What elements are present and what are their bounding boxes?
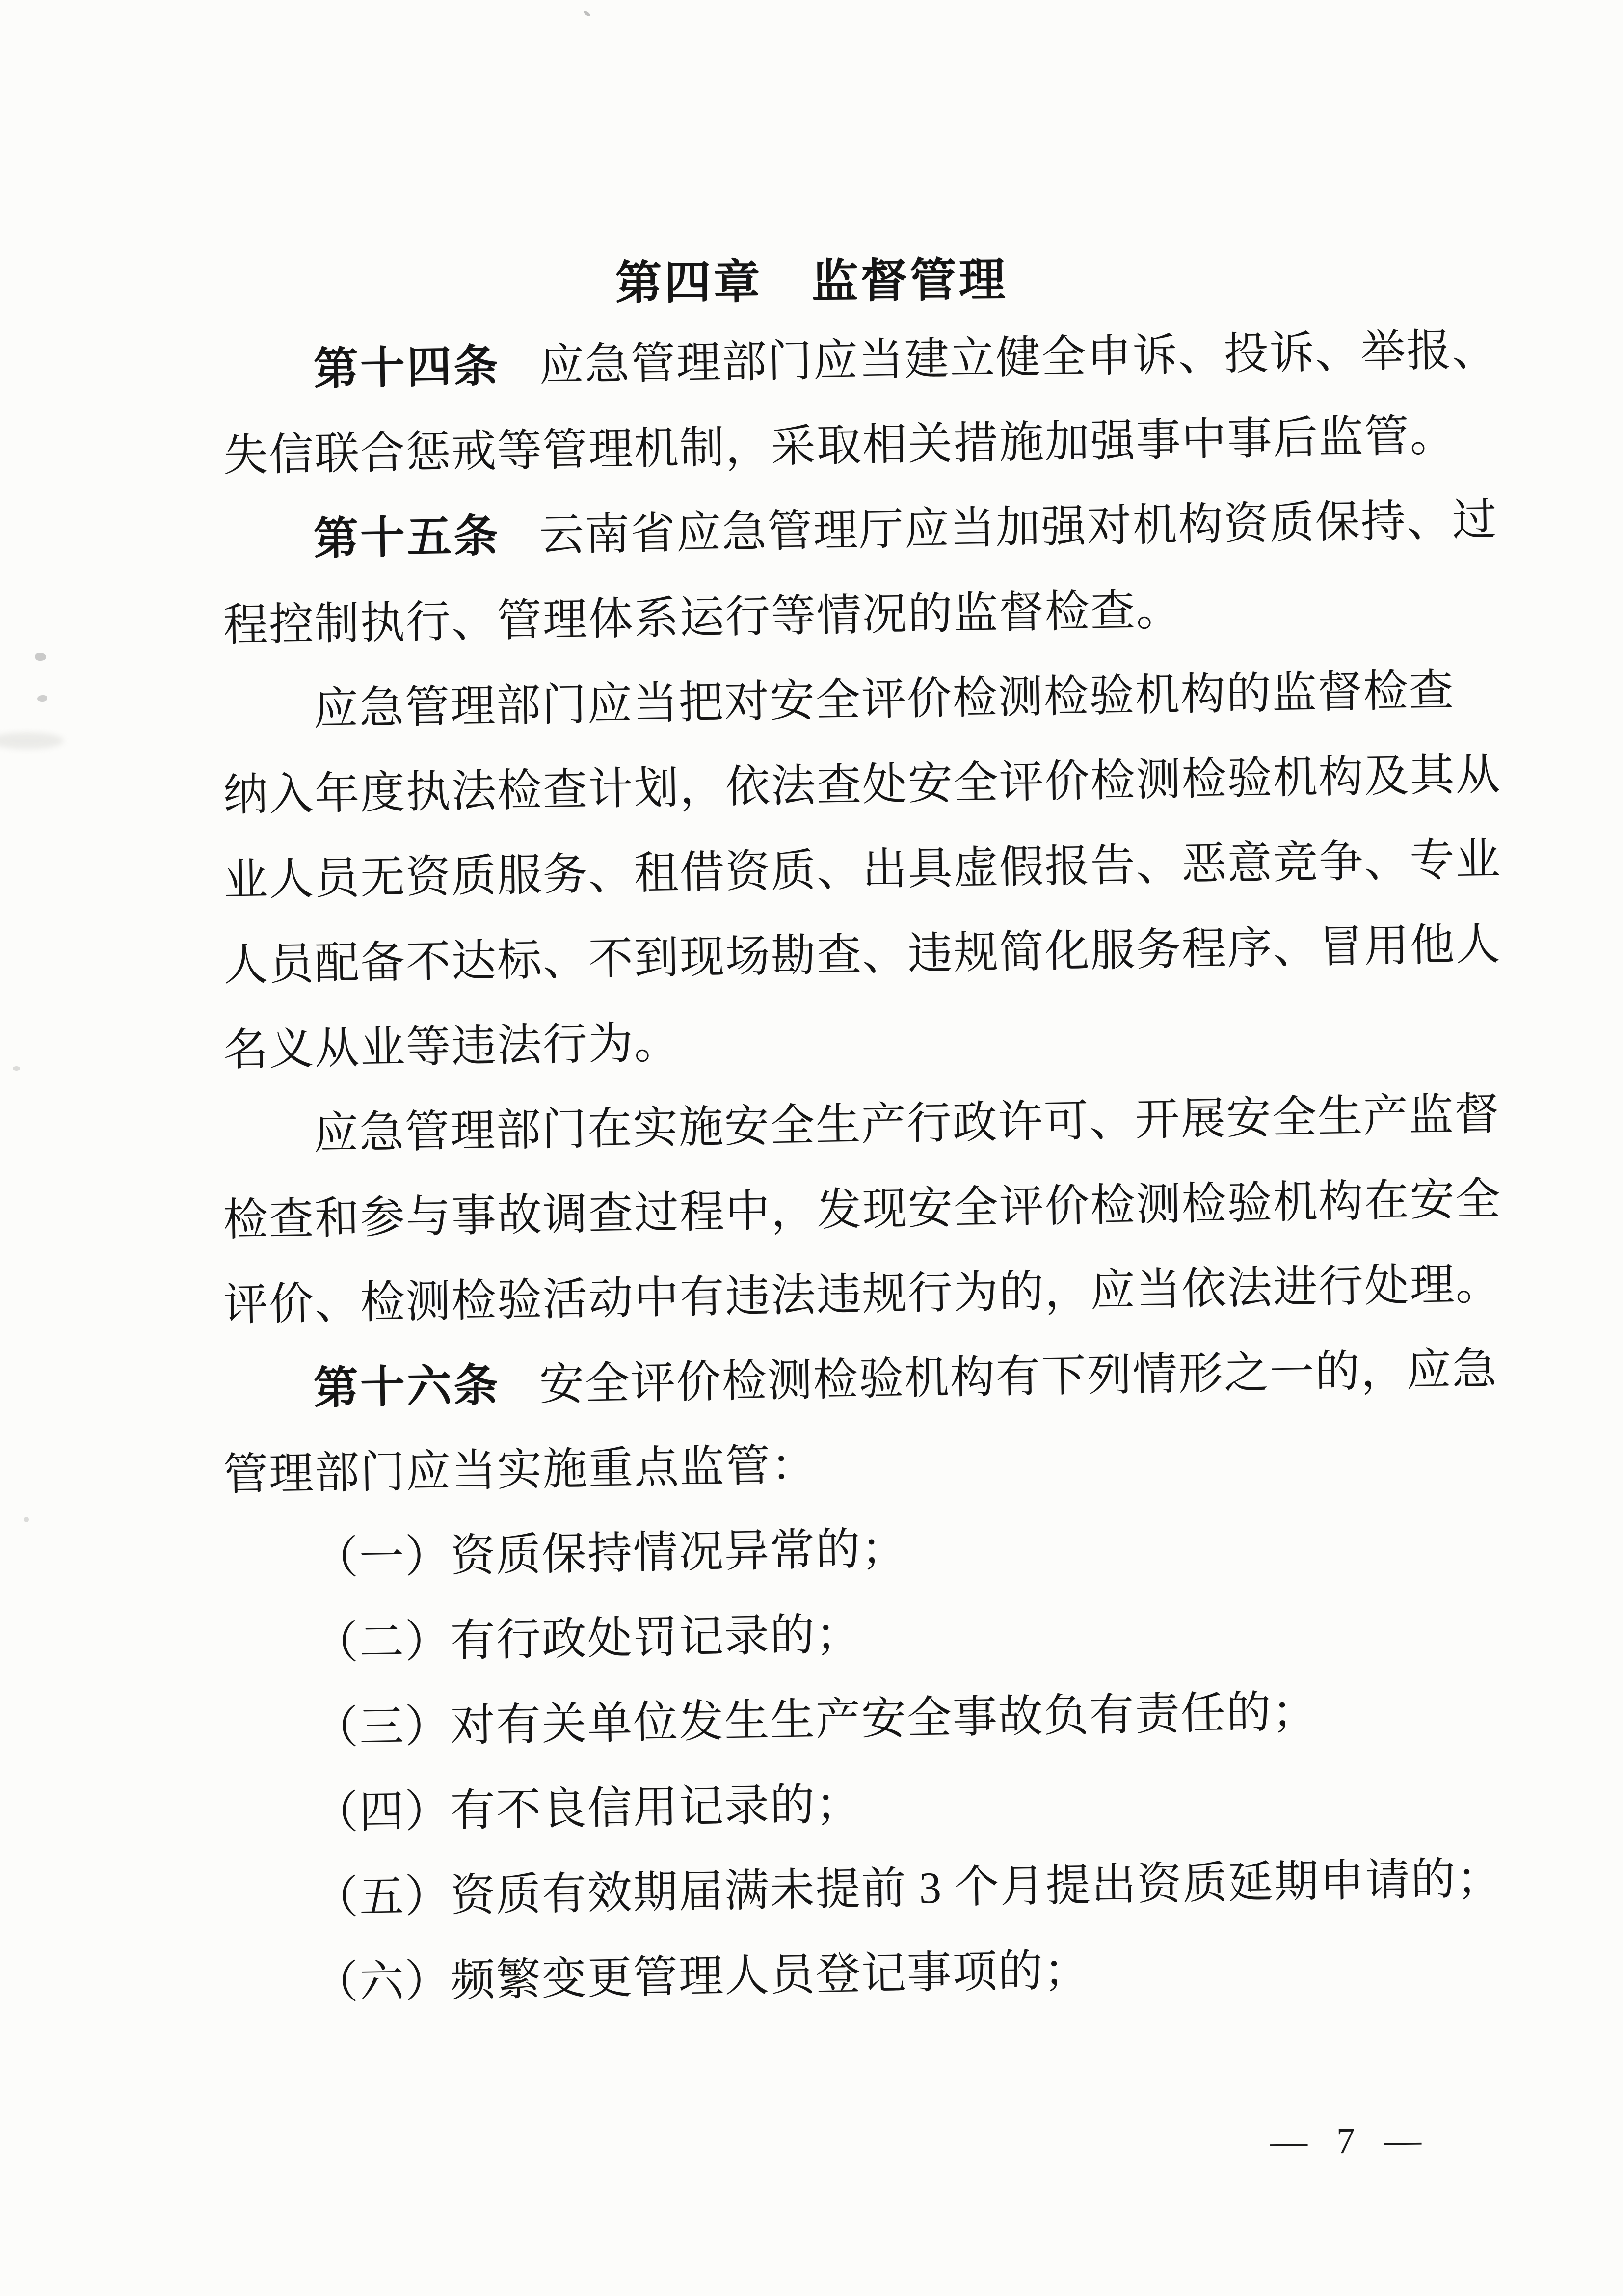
- line-text: 人员配备不达标、不到现场勘查、违规简化服务程序、冒用他人: [223, 919, 1502, 990]
- line-text: 评价、检测检验活动中有违法违规行为的，应当依法进行处理。: [223, 1259, 1502, 1330]
- document-body: [223, 324, 1519, 2027]
- scan-speck: [37, 695, 47, 702]
- line-text: 云南省应急管理厅应当加强对机构资质保持、过: [539, 494, 1498, 561]
- scan-speck: [583, 10, 591, 17]
- line-text: 应急管理部门应当把对安全评价检测检验机构的监督检查: [313, 665, 1455, 734]
- article-number: 第十六条: [313, 1360, 501, 1413]
- line-text: （五）资质有效期届满未提前 3 个月提出资质延期申请的；: [313, 1853, 1503, 1923]
- line-text: （一）资质保持情况异常的；: [313, 1523, 907, 1583]
- scan-speck: [13, 1066, 20, 1071]
- line-text: （三）对有关单位发生生产安全事故负有责任的；: [313, 1687, 1318, 1753]
- page-number: — 7 —: [1270, 2119, 1432, 2162]
- article-number: 第十五条: [313, 511, 501, 564]
- line-text: 应急管理部门应当建立健全申诉、投诉、举报、: [539, 324, 1498, 391]
- chapter-heading: 第四章 监督管理: [615, 254, 1009, 310]
- line-text: 安全评价检测检验机构有下列情形之一的，应急: [539, 1344, 1498, 1410]
- scan-speck: [24, 1517, 29, 1522]
- line-text: 名义从业等违法行为。: [223, 1018, 680, 1075]
- line-text: 失信联合惩戒等管理机制，采取相关措施加强事中事后监管。: [223, 410, 1456, 481]
- line-text: （四）有不良信用记录的；: [313, 1779, 862, 1838]
- scan-smudge: [0, 732, 64, 749]
- line-text: （六）频繁变更管理人员登记事项的；: [313, 1945, 1090, 2008]
- line-text: 业人员无资质服务、租借资质、出具虚假报告、恶意竞争、专业: [223, 834, 1502, 905]
- line-text: 检查和参与事故调查过程中，发现安全评价检测检验机构在安全: [223, 1174, 1502, 1245]
- article-number: 第十四条: [313, 341, 501, 394]
- line-text: 管理部门应当实施重点监管：: [223, 1440, 817, 1500]
- line-text: （二）有行政处罚记录的；: [313, 1609, 862, 1668]
- scan-speck: [35, 653, 46, 661]
- line-text: 程控制执行、管理体系运行等情况的监督检查。: [223, 585, 1182, 650]
- line-text: 纳入年度执法检查计划，依法查处安全评价检测检验机构及其从: [223, 749, 1502, 820]
- line-text: 应急管理部门在实施安全生产行政许可、开展安全生产监督: [313, 1089, 1501, 1159]
